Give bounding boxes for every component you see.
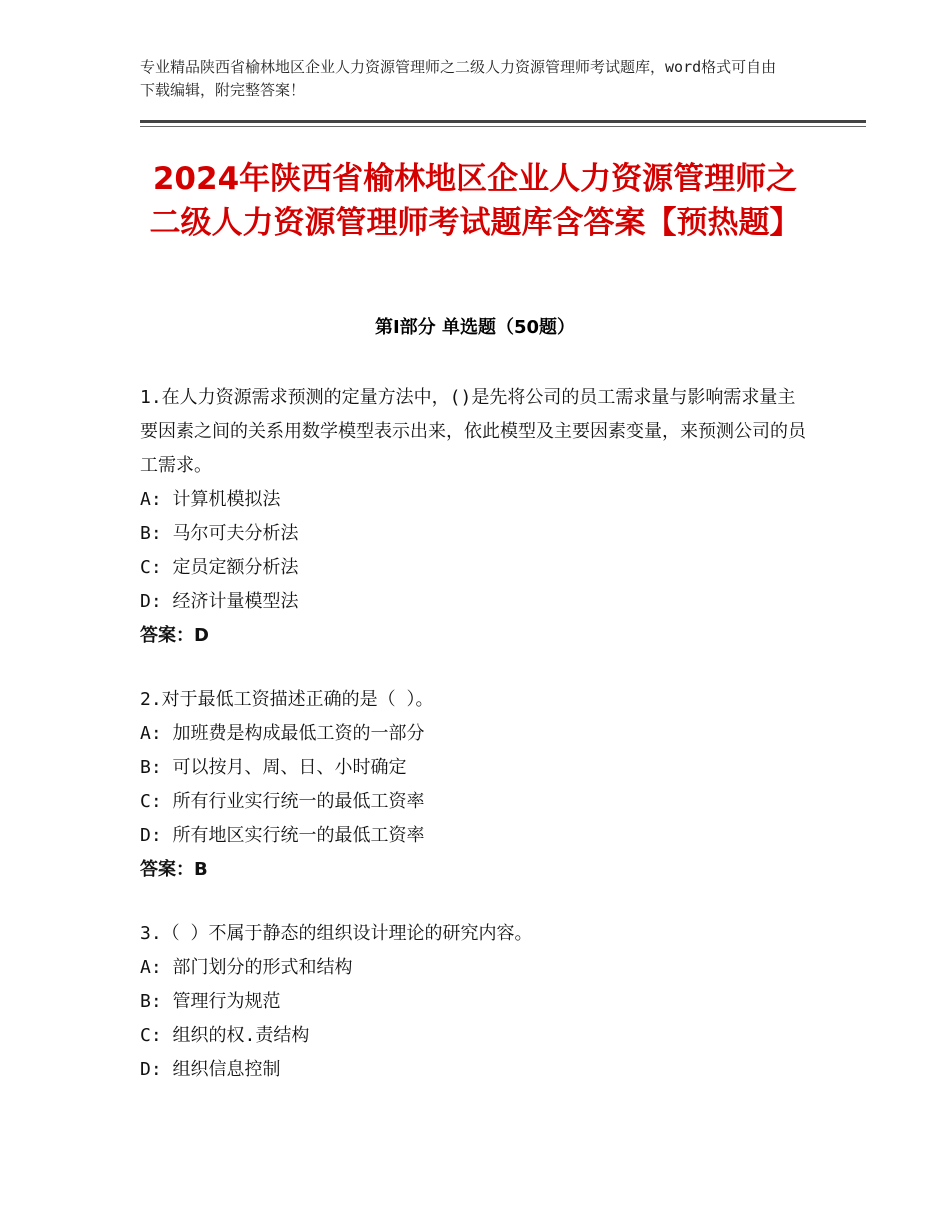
option-b: B: 管理行为规范 [140, 991, 281, 1012]
option-d: D: 经济计量模型法 [140, 591, 299, 612]
option-c: C: 组织的权.责结构 [140, 1025, 310, 1046]
question-stem: 3.（ ）不属于静态的组织设计理论的研究内容。 [140, 923, 533, 944]
question-2 [140, 683, 810, 887]
question-list [140, 381, 810, 1117]
option-a: A: 加班费是构成最低工资的一部分 [140, 723, 425, 744]
option-a: A: 计算机模拟法 [140, 489, 281, 510]
header-note: 专业精品陕西省榆林地区企业人力资源管理师之二级人力资源管理师考试题库，word格式可自由下载编辑，附完整答案！ [140, 58, 777, 99]
question-3 [140, 917, 810, 1087]
header-divider-thin [140, 126, 866, 127]
answer: 答案：D [140, 625, 209, 646]
section-title: 第Ⅰ部分 单选题（50题） [374, 317, 575, 338]
header-divider-thick [140, 120, 866, 123]
option-d: D: 组织信息控制 [140, 1059, 281, 1080]
option-b: B: 可以按月、周、日、小时确定 [140, 757, 407, 778]
option-b: B: 马尔可夫分析法 [140, 523, 299, 544]
option-c: C: 定员定额分析法 [140, 557, 299, 578]
question-1 [140, 381, 810, 653]
document-title: 2024年陕西省榆林地区企业人力资源管理师之二级人力资源管理师考试题库含答案【预热题】 [149, 161, 801, 241]
option-a: A: 部门划分的形式和结构 [140, 957, 353, 978]
question-stem: 1.在人力资源需求预测的定量方法中，()是先将公司的员工需求量与影响需求量主要因素之间的关系用数学模型表示出来，依此模型及主要因素变量，来预测公司的员工需求。 [140, 387, 806, 476]
answer: 答案：B [140, 859, 208, 880]
option-d: D: 所有地区实行统一的最低工资率 [140, 825, 425, 846]
question-stem: 2.对于最低工资描述正确的是（ ）。 [140, 689, 434, 710]
option-c: C: 所有行业实行统一的最低工资率 [140, 791, 425, 812]
